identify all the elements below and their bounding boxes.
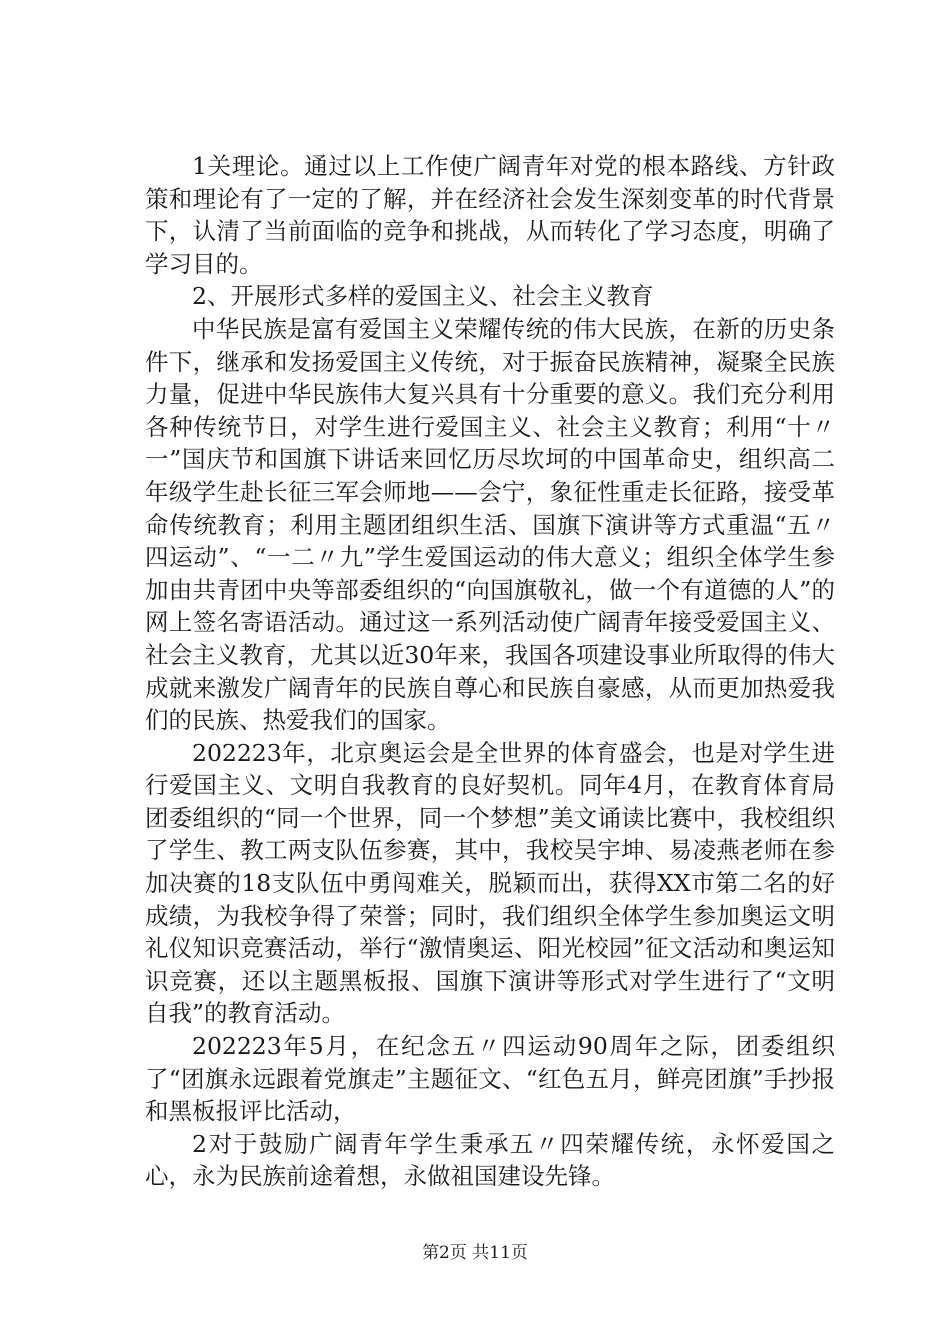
page-footer: 第2页 共11页 bbox=[422, 1243, 528, 1263]
paragraph-5: 202223年5月，在纪念五〃四运动90周年之际，团委组织了“团旗永远跟着党旗走”主题征文、“红色五月，鲜亮团旗”手抄报和黑板报评比活动， bbox=[145, 1032, 835, 1126]
paragraph-1: 1关理论。通过以上工作使广阔青年对党的根本路线、方针政策和理论有了一定的了解，并在经济社会发生深刻变革的时代背景下，认清了当前面临的竞争和挑战，从而转化了学习态度，明确了学习目的。 bbox=[145, 152, 835, 278]
paragraph-2-heading: 2、开展形式多样的爱国主义、社会主义教育 bbox=[192, 282, 654, 311]
paragraph-3: 中华民族是富有爱国主义荣耀传统的伟大民族，在新的历史条件下，继承和发扬爱国主义传统，对于振奋民族精神，凝聚全民族力量，促进中华民族伟大复兴具有十分重要的意义。我们充分利用各种传统节日，对学生进行爱国主义、社会主义教育；利用“十〃一”国庆节和国旗下讲话来回忆历尽坎坷的中国革命史，组织高二年级学生赴长征三军会师地——会宁，象征性重走长征路，接受革命传统教育；利用主题团组织生活、国旗下演讲等方式重温“五〃四运动”、“一二〃九”学生爱国运动的伟大意义；组织全体学生参加由共青团中央等部委组织的“向国旗敬礼，做一个有道德的人”的网上签名寄语活动。通过这一系列活动使广阔青年接受爱国主义、社会主义教育，尤其以近30年来，我国各项建设事业所取得的伟大成就来激发广阔青年的民族自尊心和民族自豪感，从而更加热爱我们的民族、热爱我们的国家。 bbox=[145, 314, 835, 735]
document-body bbox=[145, 150, 835, 1193]
paragraph-6: 2对于鼓励广阔青年学生秉承五〃四荣耀传统，永怀爱国之心，永为民族前途着想，永做祖国建设先锋。 bbox=[145, 1129, 835, 1191]
paragraph-4: 202223年，北京奥运会是全世界的体育盛会，也是对学生进行爱国主义、文明自我教育的良好契机。同年4月，在教育体育局团委组织的“同一个世界，同一个梦想”美文诵读比赛中，我校组织了学生、教工两支队伍参赛，其中，我校吴宇坤、易凌燕老师在参加决赛的18支队伍中勇闯难关，脱颖而出，获得XX市第二名的好成绩，为我校争得了荣誉；同时，我们组织全体学生参加奥运文明礼仪知识竞赛活动，举行“激情奥运、阳光校园”征文活动和奥运知识竞赛，还以主题黑板报、国旗下演讲等形式对学生进行了“文明自我”的教育活动。 bbox=[145, 738, 835, 1028]
